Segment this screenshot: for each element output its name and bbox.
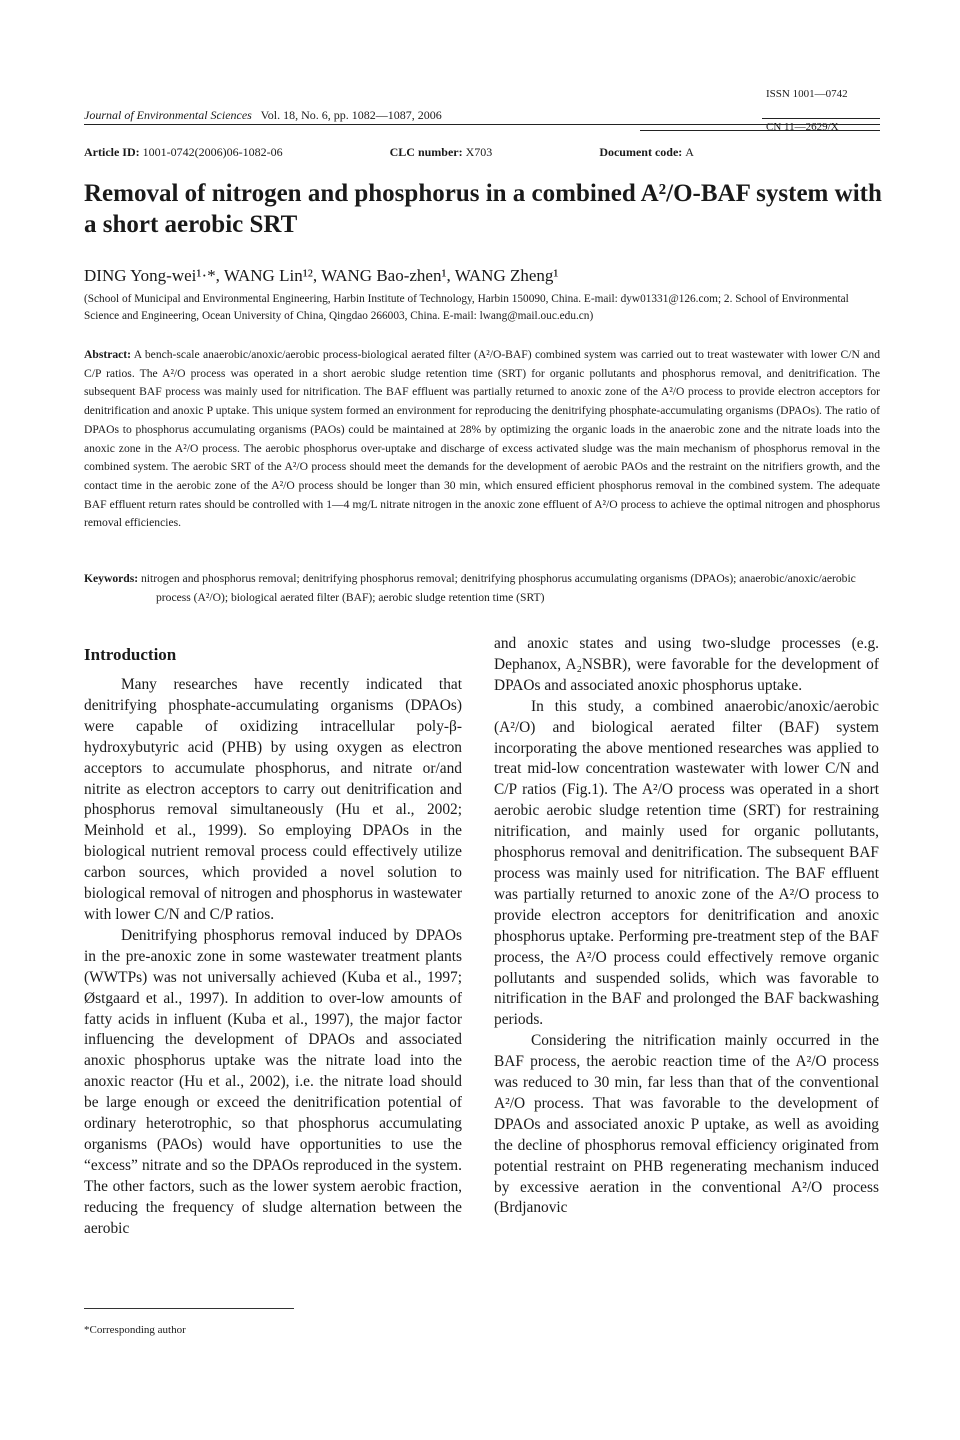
abstract-label: Abstract: (84, 348, 132, 361)
article-meta (84, 145, 798, 160)
keywords-label: Keywords: (84, 572, 139, 585)
paragraph: Many researches have recently indicated that denitrifying phosphate-accumulating organisms (DPAOs) were capable of oxidizing intracellular poly-β-hydroxybutyric acid (PHB) by using oxygen as electron acceptors to accumulate phosphorus, and nitrate or/and nitrite as electron acceptors to carry out denitrification and phosphorus removal simultaneously (Hu et al., 2002; Meinhold et al., 1999). So employing DPAOs in the biological nutrient removal process could effectively utilize carbon sources, which provided a novel solution to biological removal of nitrogen and phosphorus in wastewater with lower C/N and C/P ratios. (84, 676, 462, 923)
article-id: Article ID: 1001-0742(2006)06-1082-06 (84, 145, 283, 159)
section-heading: Introduction (84, 645, 177, 664)
paragraph: In this study, a combined anaerobic/anoxic/aerobic (A²/O) and biological aerated filter (BAF) system incorporating the above mentioned researches was applied to treat mid-low concentration wastewater with lower C/N and C/P ratios (Fig.1). The A²/O process was operated in a short aerobic aerobic sludge retention time (SRT) for restraining nitrification, and mainly used for organic pollutants, phosphorus removal and denitrification. The subsequent BAF process was mainly used for nitrification. The BAF effluent was partially returned to anoxic zone of the A²/O process to provide electron acceptors for denitrification and anoxic phosphorus uptake. Performing pre-treatment step of the BAF process, the A²/O process could effectively remove organic pollutants and suspended solids, which was favorable to nitrification in the BAF and prolonged the BAF backwashing periods. (494, 697, 879, 1029)
keywords-text: nitrogen and phosphorus removal; denitrifying phosphorus removal; denitrifying phosphorus accumulating organisms (DPAOs); anaerobic/anoxic/aerobic process (A²/O); biological aerated filter (BAF); aerobic sludge retention time (SRT) (138, 572, 856, 604)
issn: ISSN 1001—0742 (766, 88, 848, 100)
footnote: *Corresponding author (84, 1324, 186, 1336)
journal-info: Vol. 18, No. 6, pp. 1082—1087, 2006 (260, 108, 442, 122)
author-list: DING Yong-wei¹·*, WANG Lin¹², WANG Bao-zhen¹, WANG Zheng¹ (84, 266, 559, 285)
right-column (494, 634, 879, 1219)
abstract (84, 346, 880, 533)
document-code: Document code: A (599, 145, 694, 159)
paragraph: Denitrifying phosphorus removal induced by DPAOs in the pre-anoxic zone in some wastewater treatment plants (WWTPs) was not universally achieved (Kuba et al., 1997; Østgaard et al., 1997). In addition to over-low amounts of fatty acids in influent (Kuba et al., 1997), the major factor influencing the development of DPAOs and associated anoxic phosphorus uptake was the nitrate load into the anoxic reactor (Hu et al., 2002), i.e. the nitrate load should be large enough or exceed the denitrification potential of ordinary heterotrophic, so that phosphorus accumulating organisms (PAOs) would have opportunities to use the “excess” nitrate and so the DPAOs reproduced in the system. The other factors, such as the lower system aerobic fraction, reducing the frequency of sludge alternation between the aerobic (84, 926, 462, 1237)
left-column (84, 675, 462, 1239)
clc-number: CLC number: X703 (389, 145, 493, 159)
issn-block (762, 88, 880, 133)
keywords (84, 570, 880, 607)
journal-citation (84, 108, 442, 123)
paragraph: Considering the nitrification mainly occurred in the BAF process, the aerobic reaction time of the A²/O process was reduced to 30 min, far less than that of the conventional A²/O process. That was favorable to the development of DPAOs and associated anoxic P uptake, as well as avoiding the decline of phosphorus removal efficiency originated from potential restraint on PHB regenerating mechanism induced by excessive aeration in the conventional A²/O process (Brdjanovic (494, 1032, 879, 1217)
header-rule (84, 124, 880, 125)
journal-name: Journal of Environmental Sciences (84, 108, 252, 122)
paragraph: and anoxic states and using two-sludge processes (e.g. Dephanox, A₂NSBR), were favorable for the development of DPAOs and associated anoxic phosphorus uptake. (494, 635, 879, 694)
cn-number: CN 11—2629/X (762, 118, 880, 133)
abstract-text: A bench-scale anaerobic/anoxic/aerobic process-biological aerated filter (A²/O-BAF) combined system was carried out to treat wastewater with lower C/N and C/P ratios. The A²/O process was operated in a short aerobic sludge retention time (SRT) for organic pollutants and phosphorus removal, and denitrification. The subsequent BAF process was mainly used for nitrification. The BAF effluent was partially returned to anoxic zone of the A²/O process to provide electron acceptors for denitrification and anoxic P uptake. This unique system formed an environment for reproducing the denitrifying phosphate-accumulating organisms (DPAOs). The ratio of DPAOs to phosphorus accumulating organisms (PAOs) could be maintained at 28% by optimizing the organic loads in the anaerobic zone and the nitrate loads into the anoxic zone in the A²/O process. The aerobic phosphorus over-uptake and discharge of excess activated sludge was the main mechanism of phosphorus removal in the combined system. The aerobic SRT of the A²/O process should meet the demands for the development of aerobic PAOs and the restraint on the nitrifiers growth, and the contact time in the aerobic zone of the A²/O process should be longer than 30 min, which ensured efficient phosphorus removal in the combined system. The adequate BAF effluent return rates should be controlled with 1—4 mg/L nitrate nitrogen in the anoxic zone effluent of A²/O process to achieve the optimal nitrogen and phosphorus removal efficiencies. (84, 348, 880, 530)
affiliation: (School of Municipal and Environmental Engineering, Harbin Institute of Technology, Harbin 150090, China. E-mail: dyw01331@126.com; 2. School of Environmental Science and Engineering, Ocean University of China, Qingdao 266003, China. E-mail: lwang@mail.ouc.edu.cn) (84, 293, 849, 322)
footnote-rule (84, 1308, 294, 1309)
header-rule-short (640, 130, 880, 131)
paper-title: Removal of nitrogen and phosphorus in a combined A²/O-BAF system with a short aerobic SRT (84, 180, 882, 238)
